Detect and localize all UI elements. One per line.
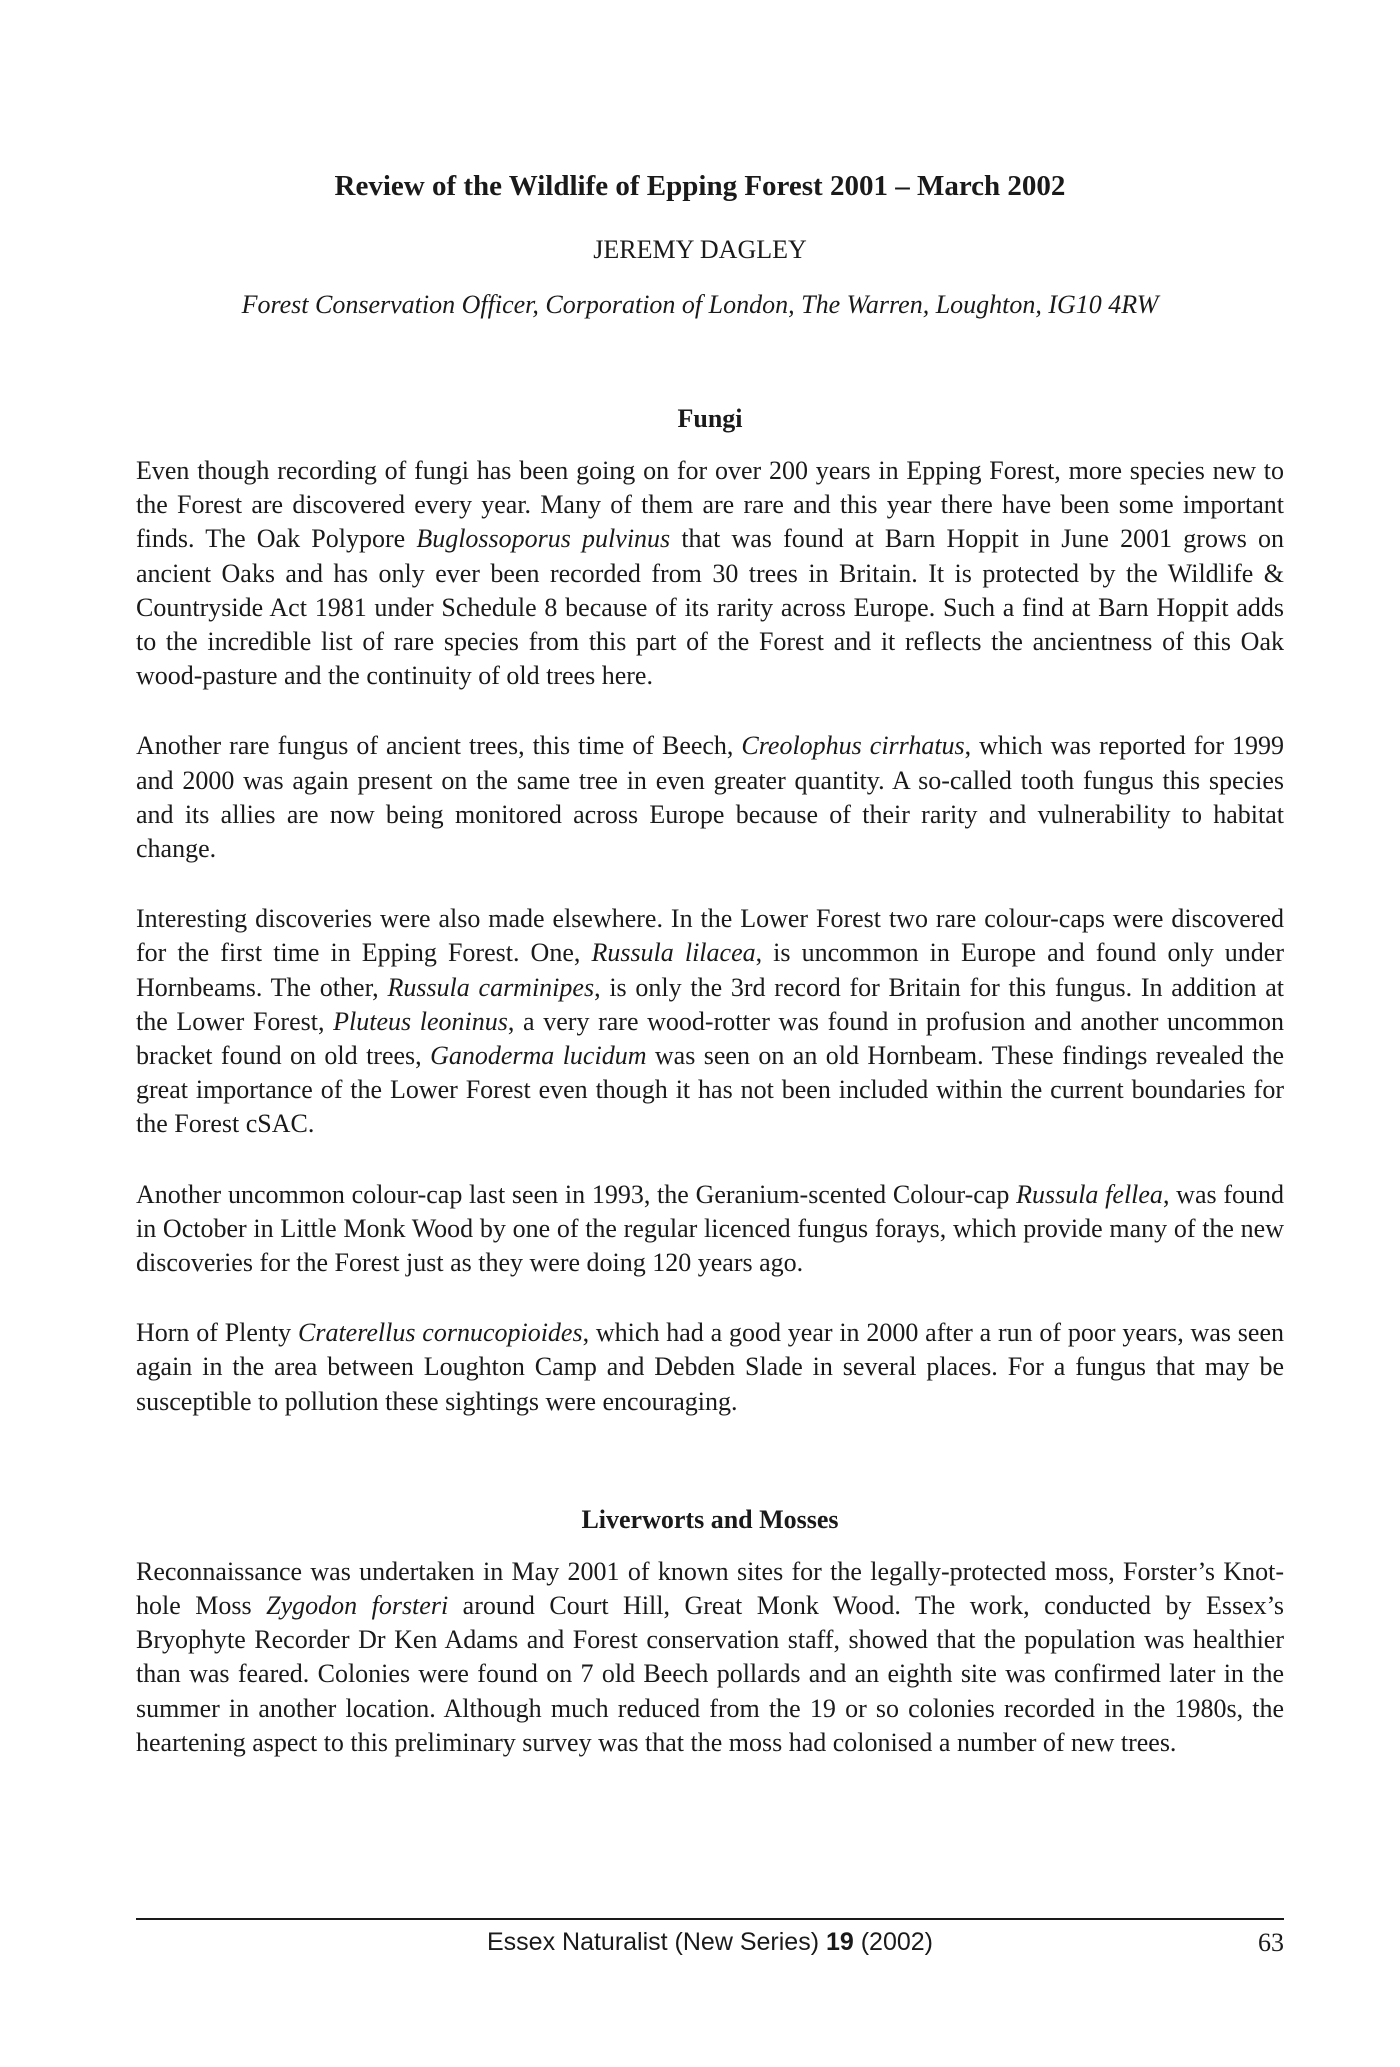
paragraph-fungi-4: Another uncommon colour-cap last seen in 1993, the Geranium-scented Colour-cap Russula fellea, was found in October in Little Monk Wood by one of the regular licenced fungus forays, which provide many of the new discoveries for the Forest just as they were doing 120 years ago.	[136, 1179, 1285, 1278]
paragraph-fungi-2: Another rare fungus of ancient trees, this time of Beech, Creolophus cirrhatus, which was reported for 1999 and 2000 was again present on the same tree in even greater quantity. A so-called tooth fungus this species and its allies are now being monitored across Europe because of their rarity and vulnerability to habitat change.	[136, 731, 1284, 864]
species-name: Russula fellea	[1016, 1179, 1163, 1209]
page-footer	[136, 1928, 1284, 1968]
author-affiliation: Forest Conservation Officer, Corporation of London, The Warren, Loughton, IG10 4RW	[241, 290, 1159, 319]
species-name: Zygodon forsteri	[266, 1591, 449, 1621]
species-name: Ganoderma lucidum	[430, 1041, 647, 1071]
article-body	[136, 402, 1284, 1760]
species-name: Russula lilacea	[591, 938, 756, 968]
author-name: JEREMY DAGLEY	[593, 235, 807, 264]
species-name: Pluteus leoninus	[333, 1006, 508, 1036]
species-name: Russula carminipes	[387, 972, 595, 1002]
species-name: Craterellus cornucopioides	[297, 1318, 583, 1348]
paragraph-fungi-3: Interesting discoveries were also made elsewhere. In the Lower Forest two rare colour-caps were discovered for the first time in Epping Forest. One, Russula lilacea, is uncommon in Europe and found only under Hornbeams. The other, Russula carminipes, is only the 3rd record for Britain for this fungus. In addition at the Lower Forest, Pluteus leoninus, a very rare wood-rotter was found in profusion and another uncommon bracket found on old trees, Ganoderma lucidum was seen on an old Hornbeam. These findings revealed the great importance of the Lower Forest even though it has not been included within the current boundaries for the Forest cSAC.	[136, 904, 1284, 1139]
volume-number: 19	[825, 1928, 854, 1956]
paragraph-fungi-1: Even though recording of fungi has been going on for over 200 years in Epping Forest, more species new to the Forest are discovered every year. Many of them are rare and this year there have been some important finds. The Oak Polypore Buglossoporus pulvinus that was found at Barn Hoppit in June 2001 grows on ancient Oaks and has only ever been recorded from 30 trees in Britain. It is protected by the Wildlife & Countryside Act 1981 under Schedule 8 because of its rarity across Europe. Such a find at Barn Hoppit adds to the incredible list of rare species from this part of the Forest and it reflects the ancientness of this Oak wood-pasture and the continuity of old trees here.	[136, 456, 1285, 691]
species-name: Creolophus cirrhatus	[741, 731, 965, 761]
article-title: Review of the Wildlife of Epping Forest 2001 – March 2002	[334, 170, 1066, 202]
page-number: 63	[1258, 1928, 1284, 1957]
section-liverworts-mosses	[136, 1503, 1284, 1760]
species-name: Buglossoporus pulvinus	[416, 524, 671, 554]
journal-citation: Essex Naturalist (New Series) 19 (2002)	[486, 1928, 933, 1956]
section-heading-liverworts-mosses: Liverworts and Mosses	[581, 1504, 839, 1534]
section-fungi	[136, 402, 1284, 1419]
footer-rule	[136, 1918, 1284, 1920]
section-heading-fungi: Fungi	[677, 404, 743, 433]
paragraph-liverworts-1: Reconnaissance was undertaken in May 2001 of known sites for the legally-protected moss, Forster’s Knot-hole Moss Zygodon forsteri around Court Hill, Great Monk Wood. The work, conducted by Essex’s Bryophyte Recorder Dr Ken Adams and Forest conservation staff, showed that the population was healthier than was feared. Colonies were found on 7 old Beech pollards and an eighth site was confirmed later in the summer in another location. Although much reduced from the 19 or so colonies recorded in the 1980s, the heartening aspect to this preliminary survey was that the moss had colonised a number of new trees.	[136, 1556, 1284, 1757]
paragraph-fungi-5: Horn of Plenty Craterellus cornucopioides, which had a good year in 2000 after a run of poor years, was seen again in the area between Loughton Camp and Debden Slade in several places. For a fungus that may be susceptible to pollution these sightings were encouraging.	[136, 1318, 1284, 1416]
